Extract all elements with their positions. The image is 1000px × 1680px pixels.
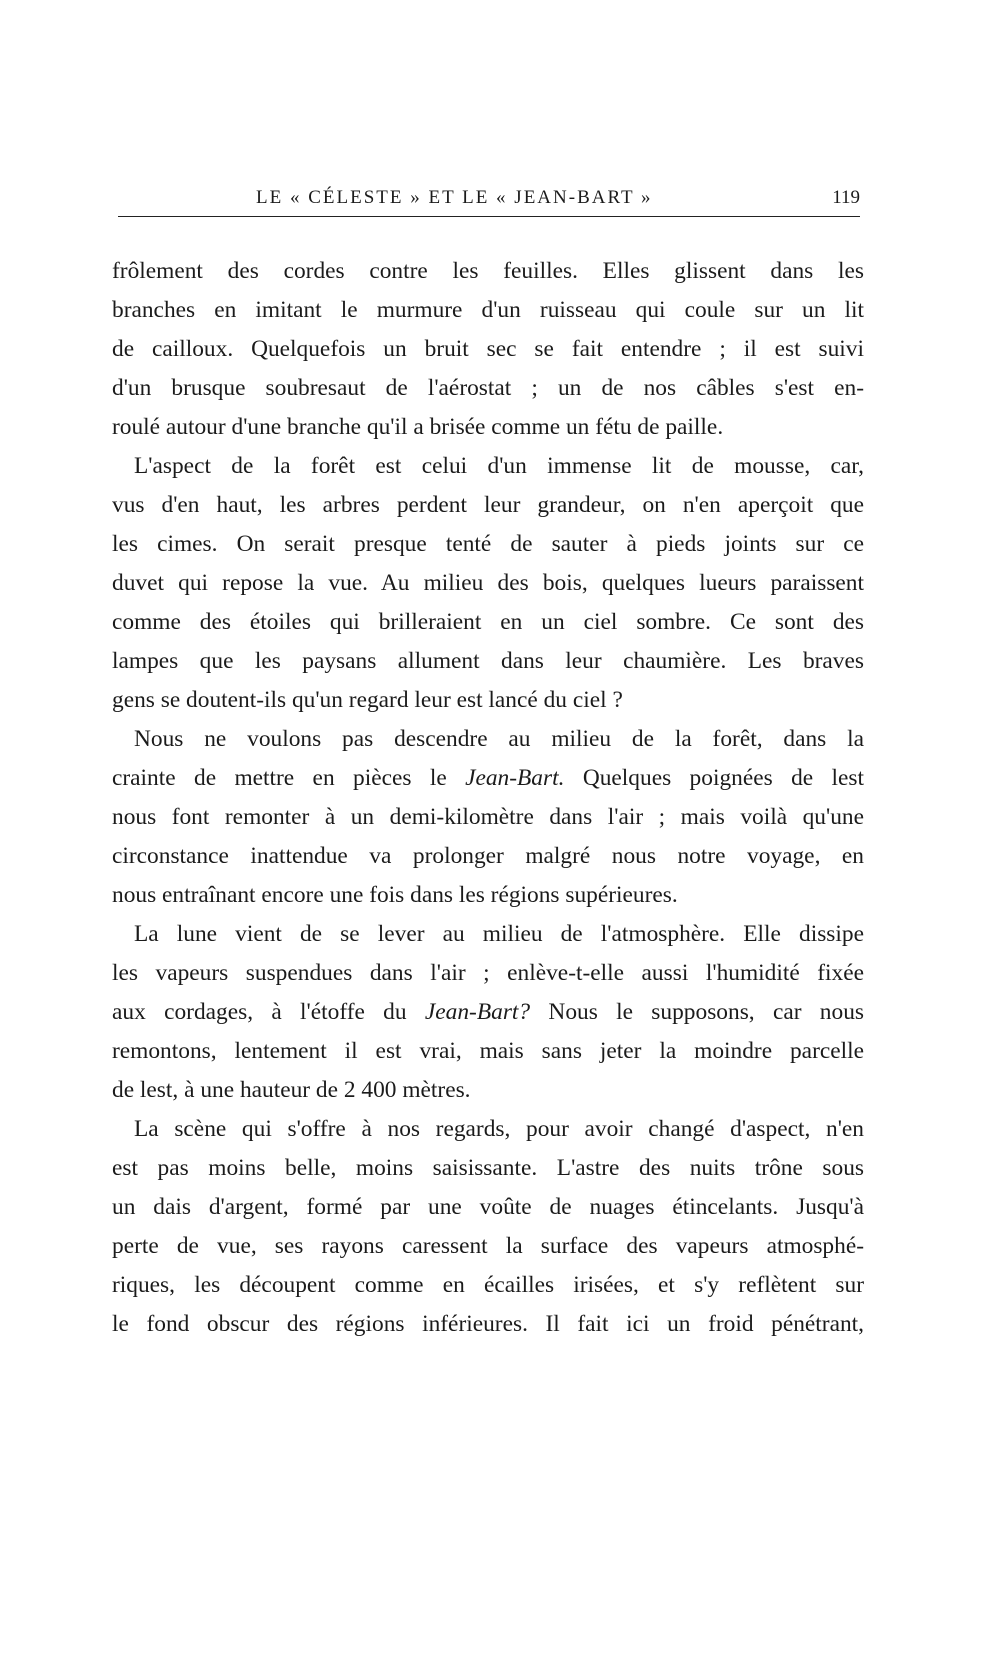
text-line: de lest, à une hauteur de 2 400 mètres. [112,1077,471,1103]
running-title: LE « CÉLESTE » ET LE « JEAN-BART » [256,187,653,208]
text-line: de cailloux. Quelquefois un bruit sec se fait entendre ; il est suivi [112,336,864,362]
text-line: riques, les découpent comme en écailles irisées, et s'y reflètent sur [112,1272,864,1298]
text-line: les vapeurs suspendues dans l'air ; enlève-t-elle aussi l'humidité fixée [112,960,864,986]
header-rule [118,216,860,217]
text-line: est pas moins belle, moins saisissante. L'astre des nuits trône sous [112,1155,864,1181]
text-line: circonstance inattendue va prolonger malgré nous notre voyage, en [112,843,864,869]
text-line: nous font remonter à un demi-kilomètre dans l'air ; mais voilà qu'une [112,804,864,830]
text-segment: Quelques poignées de lest [564,765,864,791]
ship-name-italic: Jean-Bart? [424,999,531,1025]
text-segment: Nous le supposons, car nous [530,999,864,1025]
text-line-with-italic [112,993,864,1032]
text-line: L'aspect de la forêt est celui d'un immense lit de mousse, car, [134,453,864,479]
text-line: un dais d'argent, formé par une voûte de nuages étincelants. Jusqu'à [112,1194,864,1220]
text-line: vus d'en haut, les arbres perdent leur grandeur, on n'en aperçoit que [112,492,864,518]
page-number: 119 [832,187,860,208]
text-line: La scène qui s'offre à nos regards, pour avoir changé d'aspect, n'en [134,1116,864,1142]
text-line: remontons, lentement il est vrai, mais sans jeter la moindre parcelle [112,1038,864,1064]
text-line: les cimes. On serait presque tenté de sauter à pieds joints sur ce [112,531,864,557]
ship-name-italic: Jean-Bart. [465,765,565,791]
text-line: lampes que les paysans allument dans leur chaumière. Les braves [112,648,864,674]
text-line: frôlement des cordes contre les feuilles. Elles glissent dans les [112,258,864,284]
text-segment: aux cordages, à l'étoffe du [112,999,425,1025]
text-line: Nous ne voulons pas descendre au milieu de la forêt, dans la [134,726,864,752]
text-line: d'un brusque soubresaut de l'aérostat ; un de nos câbles s'est en- [112,375,864,401]
body-text [112,252,864,1344]
text-line: roulé autour d'une branche qu'il a brisée comme un fétu de paille. [112,414,724,440]
text-segment: crainte de mettre en pièces le [112,765,466,791]
text-line: gens se doutent-ils qu'un regard leur est lancé du ciel ? [112,687,623,713]
text-line: duvet qui repose la vue. Au milieu des bois, quelques lueurs paraissent [112,570,864,596]
text-line: comme des étoiles qui brilleraient en un ciel sombre. Ce sont des [112,609,864,635]
text-line: perte de vue, ses rayons caressent la surface des vapeurs atmosphé- [112,1233,864,1259]
text-line-with-italic [112,759,864,798]
running-head [118,183,860,217]
text-line: le fond obscur des régions inférieures. Il fait ici un froid pénétrant, [112,1311,864,1337]
text-line: La lune vient de se lever au milieu de l'atmosphère. Elle dissipe [134,921,864,947]
text-line: branches en imitant le murmure d'un ruisseau qui coule sur un lit [112,297,864,323]
text-line: nous entraînant encore une fois dans les régions supérieures. [112,882,678,908]
